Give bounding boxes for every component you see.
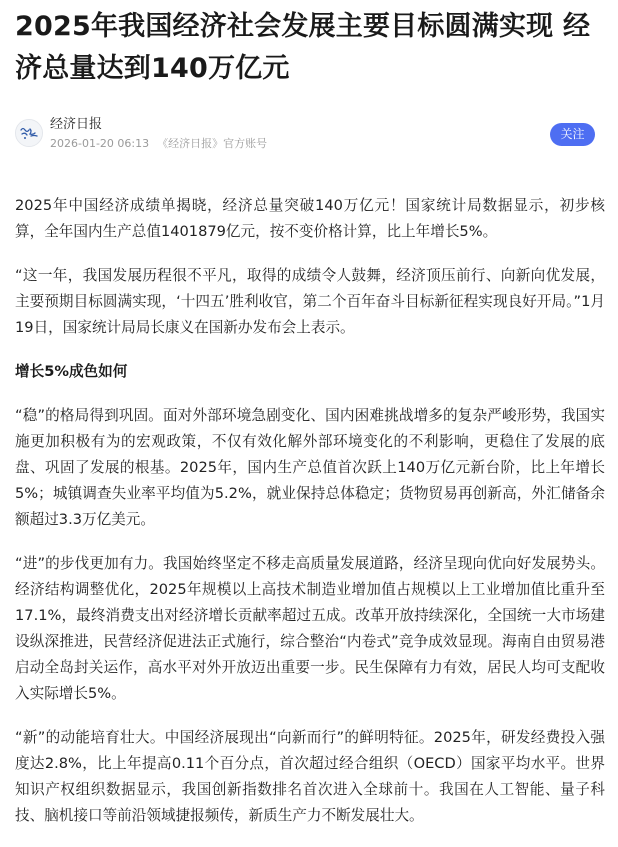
source-name[interactable]: 经济日报 [50,117,103,132]
paragraph: “这一年，我国发展历程很不平凡，取得的成绩令人鼓舞，经济顶压前行、向新向优发展，主要预期目标圆满实现，‘十四五’胜利收官，第二个百年奋斗目标新征程实现良好开局。”1月19日，国家统计局局长康义在国新办发布会上表示。 [15,267,605,336]
follow-button[interactable]: 关注 [550,123,595,146]
source-avatar[interactable] [15,119,43,147]
publish-time: 2026-01-20 06:13 [50,137,150,150]
article-title: 2025年我国经济社会发展主要目标圆满实现 经济总量达到140万亿元 [15,11,591,84]
account-description: 《经济日报》官方账号 [157,137,268,150]
paragraph: “新”的动能培育壮大。中国经济展现出“向新而行”的鲜明特征。2025年，研发经费投入强度达2.8%，比上年提高0.11个百分点，首次超过经合组织（OECD）国家平均水平。世界知识产权组织数据显示，我国创新指数排名首次进入全球前十。我国在人工智能、量子科技、脑机接口等前沿领域捷报频传，新质生产力不断发展壮大。 [15,729,605,824]
paragraph: “稳”的格局得到巩固。面对外部环境急剧变化、国内困难挑战增多的复杂严峻形势，我国实施更加积极有为的宏观政策，不仅有效化解外部环境变化的不利影响，更稳住了发展的底盘、巩固了发展的根基。2025年，国内生产总值首次跃上140万亿元新台阶，比上年增长5%；城镇调查失业率平均值为5.2%，就业保持总体稳定；货物贸易再创新高，外汇储备余额超过3.3万亿美元。 [15,407,605,528]
paragraph: 2025年中国经济成绩单揭晓，经济总量突破140万亿元！国家统计局数据显示，初步核算，全年国内生产总值1401879亿元，按不变价格计算，比上年增长5%。 [15,197,605,240]
article-body [15,193,605,829]
paragraph: “进”的步伐更加有力。我国始终坚定不移走高质量发展道路，经济呈现向优向好发展势头。经济结构调整优化，2025年规模以上高技术制造业增加值占规模以上工业增加值比重升至17.1%，最终消费支出对经济增长贡献率超过五成。改革开放持续深化，全国统一大市场建设纵深推进，民营经济促进法正式施行，综合整治“内卷式”竞争成效显现。海南自由贸易港启动全岛封关运作，高水平对外开放迈出重要一步。民生保障有力有效，居民人均可支配收入实际增长5%。 [15,555,605,702]
source-bar [15,116,605,156]
source-meta [50,137,267,151]
section-heading: 增长5%成色如何 [15,363,128,380]
article [15,6,605,847]
newspaper-logo-icon [16,120,42,146]
